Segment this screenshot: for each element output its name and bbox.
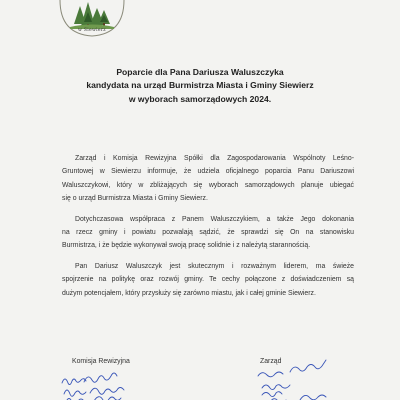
text-line: Waluszczykowi, który w zbliżających się wyborach samorządowych planuje ubiegać <box>62 181 354 189</box>
audit-committee-label: Komisja Rewizyjna <box>72 358 130 365</box>
text-line: na rzecz gminy i powiatu pozwalają sądzić, że sprawdzi się On na stanowisku <box>62 229 354 237</box>
title-line-1: Poparcie dla Pana Dariusza Waluszczyka <box>116 67 284 77</box>
text-line: spojrzenie na politykę oraz rozwój gminy. Te cechy połączone z doświadczeniem są <box>62 276 354 284</box>
text-line: dużym potencjałem, który przysłuży się zarówno miastu, jak i całej gminie Siewierz. <box>62 289 316 297</box>
text-line: Dotychczasowa współpraca z Panem Waluszczykiem, a także Jego dokonania <box>75 215 354 223</box>
text-line: Pan Dariusz Waluszczyk jest skutecznym i rozważnym liderem, ma świeże <box>75 262 354 270</box>
text-line: się o urząd Burmistrza Miasta i Gminy Siewierz. <box>62 195 208 203</box>
text-line: Zarząd i Komisja Rewizyjna Spółki dla Zagospodarowania Wspólnoty Leśno- <box>75 155 354 162</box>
logo-caption: w Siewierz <box>78 28 106 33</box>
title-line-3: w wyborach samorządowych 2024. <box>128 93 272 104</box>
title-line-2: kandydata na urząd Burmistrza Miasta i Gminy Siewierz <box>86 80 314 91</box>
board-label: Zarząd <box>260 358 282 365</box>
text-line: Gruntowej w Siewierzu informuje, że udziela oficjalnego poparcia Panu Dariuszowi <box>62 168 354 176</box>
text-line: Burmistrza, i że będzie wykonywał swoją pracę solidnie i z należytą starannością. <box>62 242 311 250</box>
